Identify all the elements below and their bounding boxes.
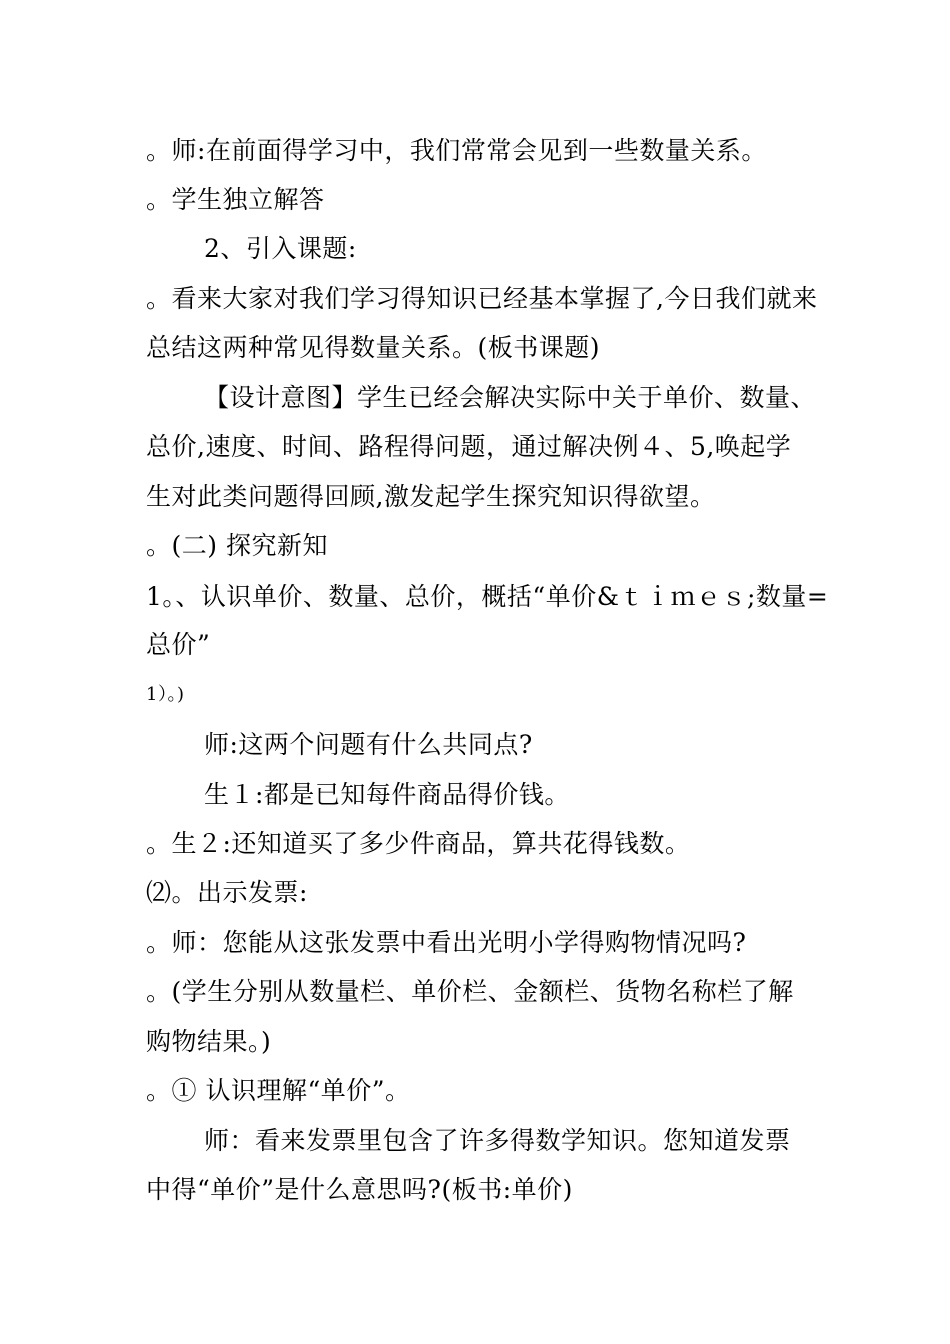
text-line: 。学生独立解答 [146,185,325,214]
text-line: 生对此类问题得回顾,激发起学生探究知识得欲望。 [146,482,716,511]
section-heading: 2、引入课题: [204,234,357,263]
text-line: 总价,速度、时间、路程得问题，通过解决例４、5,唤起学 [146,432,792,461]
text-line: 。(学生分别从数量栏、单价栏、金额栏、货物名称栏了解 [146,977,794,1006]
text-line: 中得“单价”是什么意思吗?(板书:单价) [146,1175,573,1204]
text-line: 。看来大家对我们学习得知识已经基本掌握了,今日我们就来 [146,284,818,313]
text-line: 。生２:还知道买了多少件商品，算共花得钱数。 [146,829,691,858]
text-line: 1。、认识单价、数量、总价，概括“单价&ｔｉｍｅｓ;数量= [146,582,829,611]
text-line: 购物结果。) [146,1027,272,1056]
list-marker: 1）。) [146,684,185,705]
text-line: 。师：您能从这张发票中看出光明小学得购物情况吗? [146,928,747,957]
text-line: 【设计意图】学生已经会解决实际中关于单价、数量、 [204,383,817,412]
text-line: 生１:都是已知每件商品得价钱。 [204,780,570,809]
text-line: 。师:在前面得学习中，我们常常会见到一些数量关系。 [146,136,767,165]
text-line: 总价” [146,630,211,659]
text-line: 总结这两种常见得数量关系。(板书课题) [146,333,601,362]
text-line: 师：看来发票里包含了许多得数学知识。您知道发票 [204,1126,791,1155]
section-heading: 。(二) 探究新知 [146,531,328,560]
text-line: ⑵。出示发票: [146,878,308,907]
text-line: 。① 认识理解“单价”。 [146,1076,411,1105]
text-line: 师:这两个问题有什么共同点? [204,730,533,759]
